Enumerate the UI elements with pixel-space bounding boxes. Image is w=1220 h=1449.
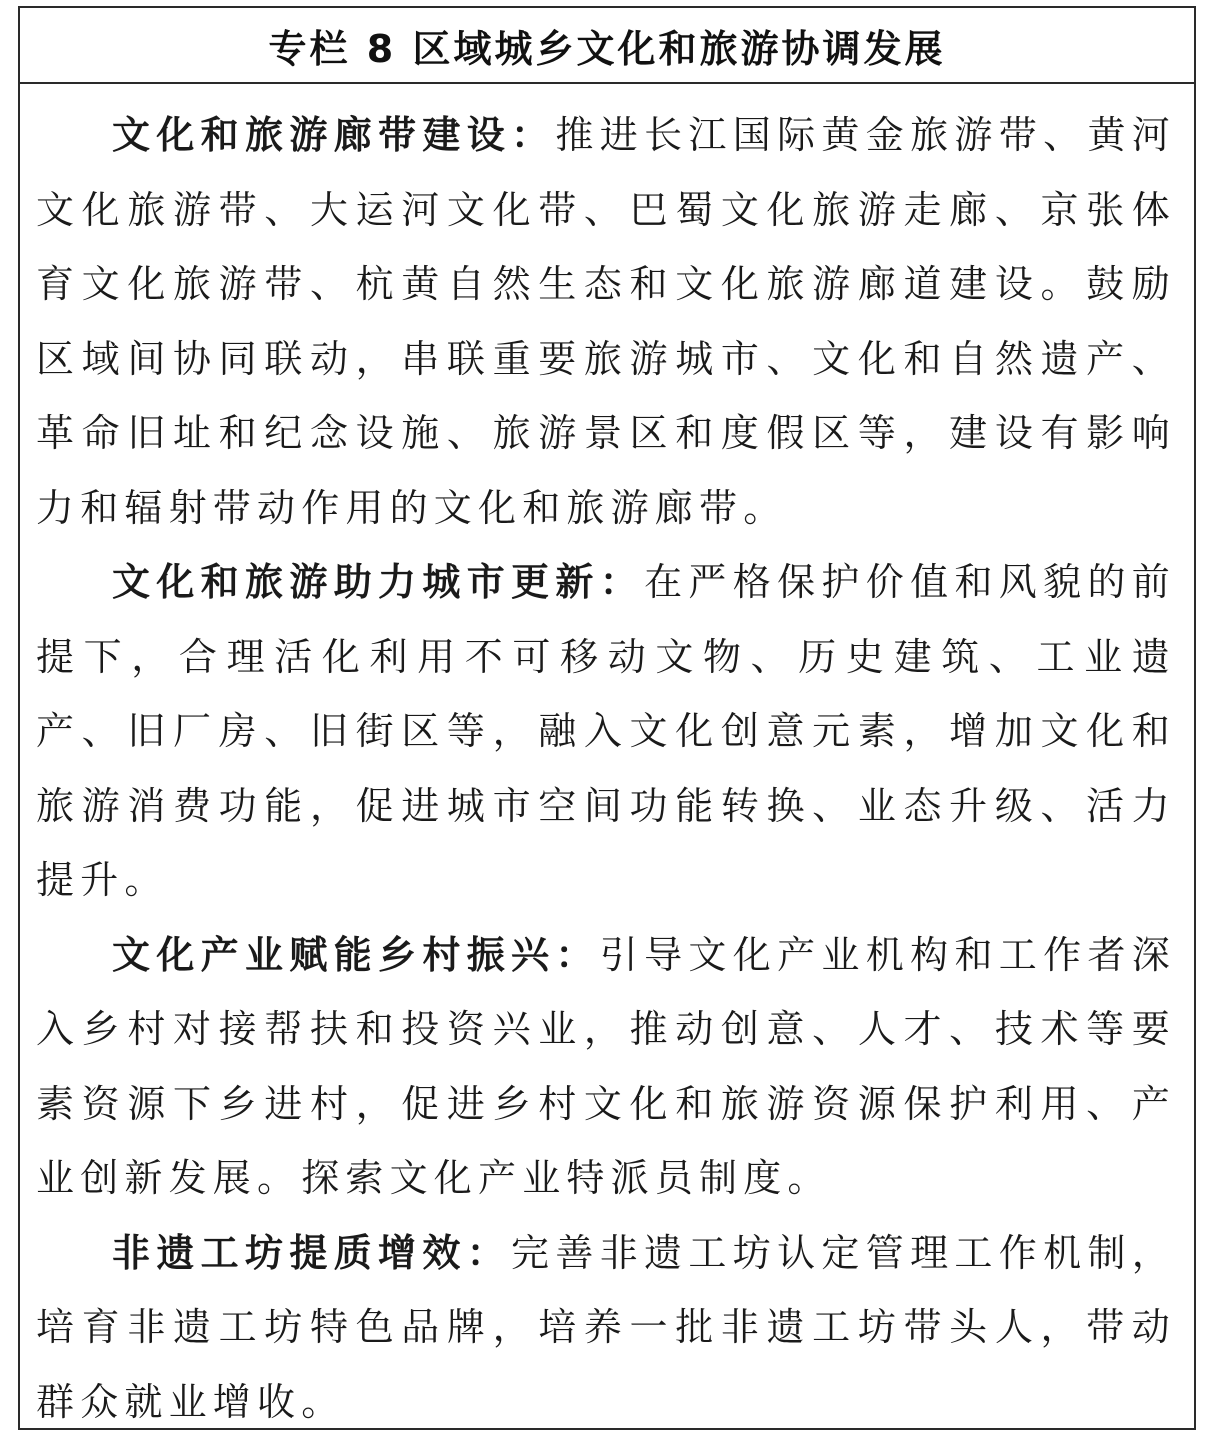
paragraph-corridor	[36, 98, 1176, 545]
column-title: 专栏 8 区域城乡文化和旅游协调发展	[268, 26, 946, 71]
paragraph-lead: 非遗工坊提质增效：	[112, 1229, 512, 1275]
paragraph-text: 在严格保护价值和风貌的前提下，合理活化利用不可移动文物、历史建筑、工业遗产、旧厂房、旧街区等，融入文化创意元素，增加文化和旅游消费功能，促进城市空间功能转换、业态升级、活力提升。	[36, 560, 1177, 902]
column-box	[18, 6, 1196, 1430]
paragraph-lead: 文化和旅游助力城市更新：	[112, 559, 645, 604]
paragraph-urban-renewal	[36, 545, 1176, 918]
paragraph-rural-revitalization	[36, 918, 1176, 1216]
paragraph-lead: 文化和旅游廊带建设：	[112, 112, 556, 157]
paragraph-lead: 文化产业赋能乡村振兴：	[112, 931, 600, 977]
column-header	[20, 8, 1194, 84]
paragraph-text: 完善非遗工坊认定管理工作机制，培育非遗工坊特色品牌，培养一批非遗工坊带头人，带动群众就业增收。	[36, 1230, 1176, 1424]
column-body	[20, 84, 1194, 1439]
paragraph-text: 推进长江国际黄金旅游带、黄河文化旅游带、大运河文化带、巴蜀文化旅游走廊、京张体育文化旅游带、杭黄自然生态和文化旅游廊道建设。鼓励区域间协同联动，串联重要旅游城市、文化和自然遗产、革命旧址和纪念设施、旅游景区和度假区等，建设有影响力和辐射带动作用的文化和旅游廊带。	[36, 113, 1176, 530]
paragraph-text: 引导文化产业机构和工作者深入乡村对接帮扶和投资兴业，推动创意、人才、技术等要素资源下乡进村，促进乡村文化和旅游资源保护利用、产业创新发展。探索文化产业特派员制度。	[36, 932, 1176, 1200]
paragraph-ich-workshop	[36, 1216, 1176, 1440]
